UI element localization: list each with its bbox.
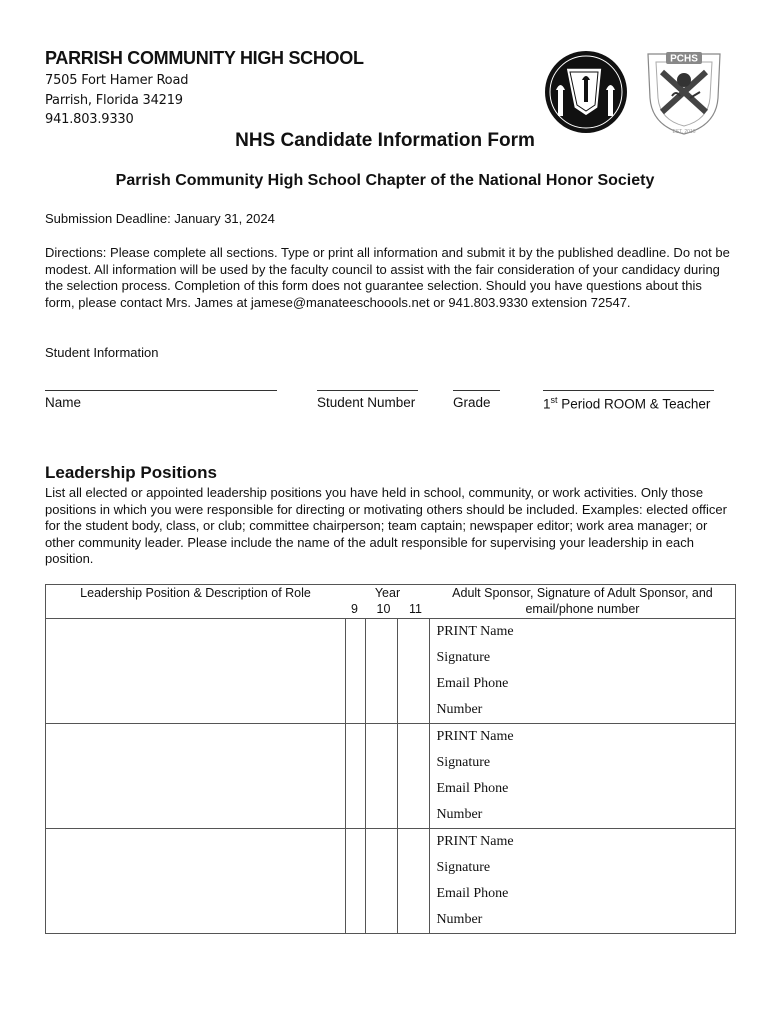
number-label: Number (436, 702, 483, 717)
name-label: Name (45, 395, 82, 410)
school-name: PARRISH COMMUNITY HIGH SCHOOL (45, 48, 364, 68)
year-10-label: 10 (376, 602, 391, 616)
student-number-label: Student Number (317, 395, 416, 410)
table-row (46, 829, 736, 934)
signature-label: Signature (436, 860, 491, 875)
email-phone-label: Email Phone (436, 886, 509, 901)
year-11-label: 11 (408, 602, 422, 616)
svg-text:EST. 2016: EST. 2016 (672, 129, 696, 135)
year-9-cell[interactable] (345, 724, 365, 829)
room-teacher-field-line[interactable] (543, 390, 714, 391)
room-teacher-label: 1st Period ROOM & Teacher (543, 395, 711, 412)
student-number-field-line[interactable] (317, 390, 418, 391)
form-subtitle: Parrish Community High School Chapter of the National Honor Society (115, 172, 655, 189)
year-11-cell[interactable] (398, 724, 430, 829)
address-line-1: 7505 Fort Hamer Road (45, 73, 189, 88)
grade-label: Grade (453, 395, 491, 410)
year-11-cell[interactable] (398, 619, 430, 724)
school-phone: 941.803.9330 (45, 112, 134, 127)
sponsor-column-header: Adult Sponsor, Signature of Adult Sponsor, and email/phone number (430, 585, 736, 619)
position-cell[interactable] (46, 619, 346, 724)
leadership-heading: Leadership Positions (45, 463, 217, 482)
year-9-cell[interactable] (345, 619, 365, 724)
signature-label: Signature (436, 755, 491, 770)
number-label: Number (436, 912, 483, 927)
year-9-cell[interactable] (345, 829, 365, 934)
grade-field-line[interactable] (453, 390, 500, 391)
leadership-table-header (46, 585, 736, 619)
student-info-heading: Student Information (45, 345, 159, 360)
print-name-label: PRINT Name (436, 834, 514, 849)
year-10-cell[interactable] (365, 724, 398, 829)
year-10-cell[interactable] (365, 829, 398, 934)
sponsor-cell[interactable] (430, 829, 736, 934)
leadership-table (45, 584, 736, 934)
number-label: Number (436, 807, 483, 822)
year-column-header: Year 9 10 11 (345, 585, 430, 619)
position-cell[interactable] (46, 829, 346, 934)
pchs-crest-logo (638, 50, 730, 140)
year-9-label: 9 (351, 602, 358, 616)
print-name-label: PRINT Name (436, 729, 514, 744)
table-row (46, 619, 736, 724)
signature-label: Signature (436, 650, 491, 665)
name-field-line[interactable] (45, 390, 277, 391)
position-column-header: Leadership Position & Description of Role (46, 585, 346, 619)
leadership-instructions: List all elected or appointed leadership positions you have held in school, community, or work activities. Only those positions in which you were responsible for directing or motivating others should be included. Examples: elected officer for the student body, class, or club; committee chairperson; team captain; newspaper editor; work area manager; or other community leader. Please include the name of the adult responsible for supervising your leadership in each position. (45, 485, 727, 566)
table-row (46, 724, 736, 829)
sponsor-cell[interactable] (430, 619, 736, 724)
submission-deadline: Submission Deadline: January 31, 2024 (45, 211, 275, 226)
nhs-logo (544, 50, 628, 134)
year-10-cell[interactable] (365, 619, 398, 724)
svg-text:PCHS: PCHS (670, 53, 698, 65)
sponsor-cell[interactable] (430, 724, 736, 829)
position-cell[interactable] (46, 724, 346, 829)
email-phone-label: Email Phone (436, 781, 509, 796)
form-title: NHS Candidate Information Form (235, 130, 535, 151)
print-name-label: PRINT Name (436, 624, 514, 639)
directions-text: Directions: Please complete all sections. Type or print all information and submit it by the published deadline. Do not be modest. All information will be used by the faculty council to assist with the fair consideration of your candidacy during the selection process. Completion of this form does not guarantee selection. Should you have questions about this form, please contact Mrs. James at jamese@manateeschoools.net or 941.803.9330 extension 72547. (45, 245, 730, 310)
year-11-cell[interactable] (398, 829, 430, 934)
email-phone-label: Email Phone (436, 676, 509, 691)
address-line-2: Parrish, Florida 34219 (45, 93, 183, 108)
